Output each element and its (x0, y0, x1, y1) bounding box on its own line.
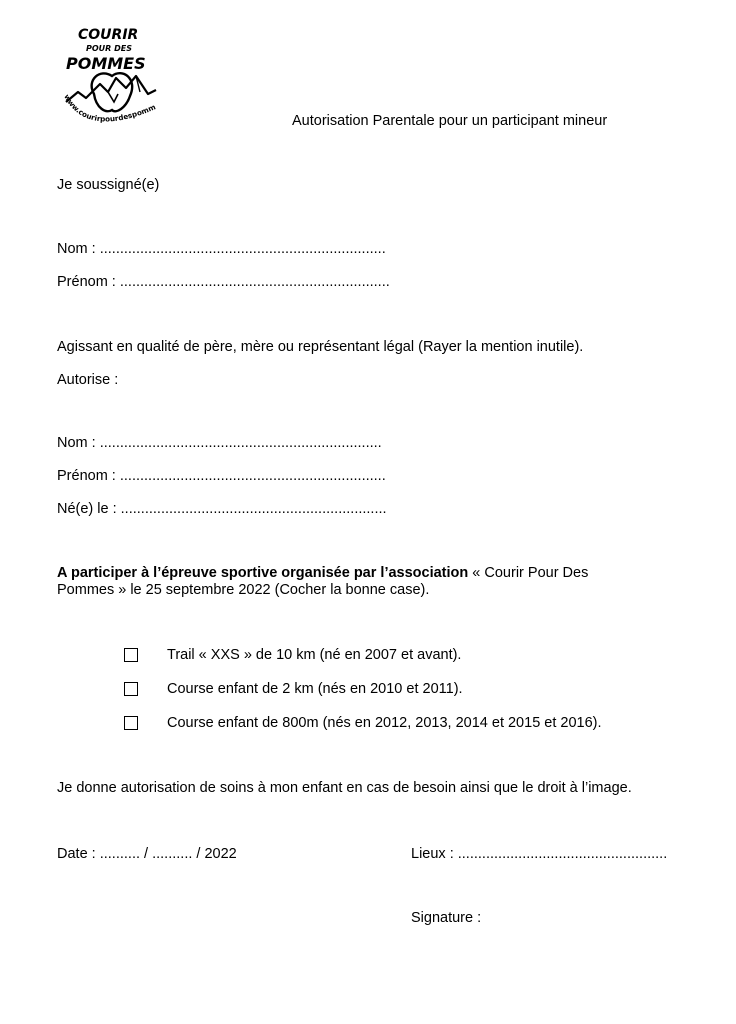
checkbox-option-2[interactable] (124, 682, 138, 696)
logo-url: www.courirpourdespomm (62, 92, 158, 124)
lieux-field[interactable]: Lieux : .................................................... (411, 846, 668, 862)
event-bold-text: A participer à l’épreuve sportive organisée par l’association (57, 565, 469, 581)
child-birth-field[interactable]: Né(e) le : .................................................................. (57, 501, 387, 517)
event-line2: Pommes » le 25 septembre 2022 (Cocher la bonne case). (57, 582, 430, 598)
parent-prenom-field[interactable]: Prénom : ................................................................... (57, 274, 390, 290)
consent-text: Je donne autorisation de soins à mon enfant en cas de besoin ainsi que le droit à l’image. (57, 780, 632, 796)
logo-graphic (56, 22, 174, 140)
parent-nom-field[interactable]: Nom : ....................................................................... (57, 241, 386, 257)
event-line1 (57, 565, 588, 581)
logo-line3: POMMES (66, 54, 146, 73)
page-title: Autorisation Parentale pour un participant mineur (292, 113, 608, 129)
logo-line2: POUR DES (86, 44, 132, 53)
option-label-3: Course enfant de 800m (nés en 2012, 2013, 2014 et 2015 et 2016). (167, 715, 602, 731)
logo-line1: COURIR (78, 27, 139, 43)
checkbox-option-3[interactable] (124, 716, 138, 730)
authorize-label: Autorise : (57, 372, 119, 388)
checkbox-option-1[interactable] (124, 648, 138, 662)
option-label-1: Trail « XXS » de 10 km (né en 2007 et avant). (167, 647, 462, 663)
option-label-2: Course enfant de 2 km (nés en 2010 et 2011). (167, 681, 463, 697)
date-field[interactable]: Date : .......... / .......... / 2022 (57, 846, 237, 862)
logo (56, 22, 174, 140)
event-rest-text: « Courir Pour Des (468, 565, 589, 581)
intro-text: Je soussigné(e) (57, 177, 160, 193)
child-nom-field[interactable]: Nom : ...................................................................... (57, 435, 382, 451)
child-prenom-field[interactable]: Prénom : .................................................................. (57, 468, 386, 484)
signature-field[interactable]: Signature : (411, 910, 482, 926)
quality-text: Agissant en qualité de père, mère ou représentant légal (Rayer la mention inutile). (57, 339, 584, 355)
